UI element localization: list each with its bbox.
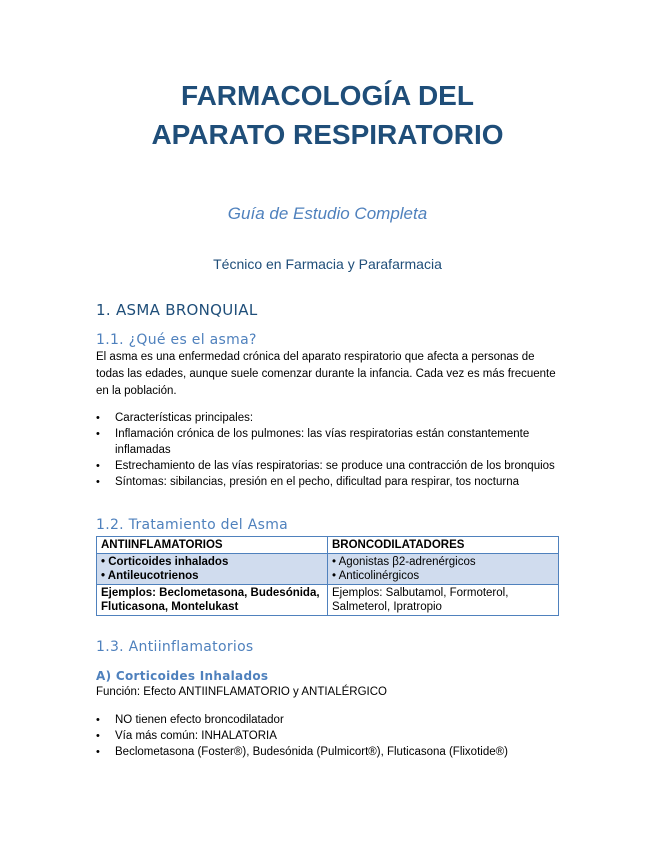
section-heading-asma: 1. ASMA BRONQUIAL (96, 301, 258, 319)
bullet-icon: • (96, 460, 100, 472)
bullet-icon: • (96, 714, 100, 726)
table-header-row (97, 537, 559, 554)
corticoides-list (96, 712, 558, 760)
table-cell: Ejemplos: Beclometasona, Budesónida, Fluticasona, Montelukast (97, 585, 328, 616)
table-header-antiinflamatorios: ANTIINFLAMATORIOS (97, 537, 328, 554)
table-row (97, 554, 559, 585)
asma-definition-paragraph: El asma es una enfermedad crónica del aparato respiratorio que afecta a personas de todas las edades, aunque suele comenzar durante la infancia. Cada vez es más frecuente en la población. (96, 351, 556, 397)
doc-title-line-2: APARATO RESPIRATORIO (151, 119, 504, 150)
bullet-icon: • (96, 476, 100, 488)
table-cell: • Corticoides inhalados • Antileucotrienos (97, 554, 328, 585)
subsubsection-heading-corticoides: A) Corticoides Inhalados (96, 669, 269, 683)
bullet-icon: • (96, 746, 100, 758)
subsection-heading-que-es: 1.1. ¿Qué es el asma? (96, 332, 257, 348)
doc-subtitle: Guía de Estudio Completa (227, 204, 428, 223)
course-name: Técnico en Farmacia y Parafarmacia (213, 256, 442, 272)
subsection-heading-antiinflamatorios: 1.3. Antiinflamatorios (96, 639, 254, 655)
list-item: • Beclometasona (Foster®), Budesónida (Pulmicort®), Fluticasona (Flixotide®) (96, 746, 508, 758)
table-header-broncodilatadores: BRONCODILATADORES (328, 537, 559, 554)
list-item: • Inflamación crónica de los pulmones: las vías respiratorias están constantemente inflamadas (96, 428, 530, 456)
bullet-icon: • (96, 730, 100, 742)
bullet-icon: • (96, 412, 100, 424)
list-item: • Estrechamiento de las vías respiratorias: se produce una contracción de los bronquios (96, 460, 555, 472)
table-cell: • Agonistas β2-adrenérgicos • Anticolinérgicos (328, 554, 559, 585)
subsection-heading-tratamiento: 1.2. Tratamiento del Asma (96, 517, 289, 533)
table-row (97, 585, 559, 616)
list-item: • NO tienen efecto broncodilatador (96, 714, 284, 726)
treatment-table (96, 536, 559, 616)
list-item: • Características principales: (96, 412, 254, 424)
corticoides-function: Función: Efecto ANTIINFLAMATORIO y ANTIALÉRGICO (96, 686, 387, 698)
list-item: • Vía más común: INHALATORIA (96, 730, 277, 742)
asma-characteristics-list (96, 410, 558, 490)
table-cell: Ejemplos: Salbutamol, Formoterol, Salmeterol, Ipratropio (328, 585, 559, 616)
bullet-icon: • (96, 428, 100, 440)
list-item: • Síntomas: sibilancias, presión en el pecho, dificultad para respirar, tos nocturna (96, 476, 519, 488)
doc-title-line-1: FARMACOLOGÍA DEL (181, 80, 474, 111)
